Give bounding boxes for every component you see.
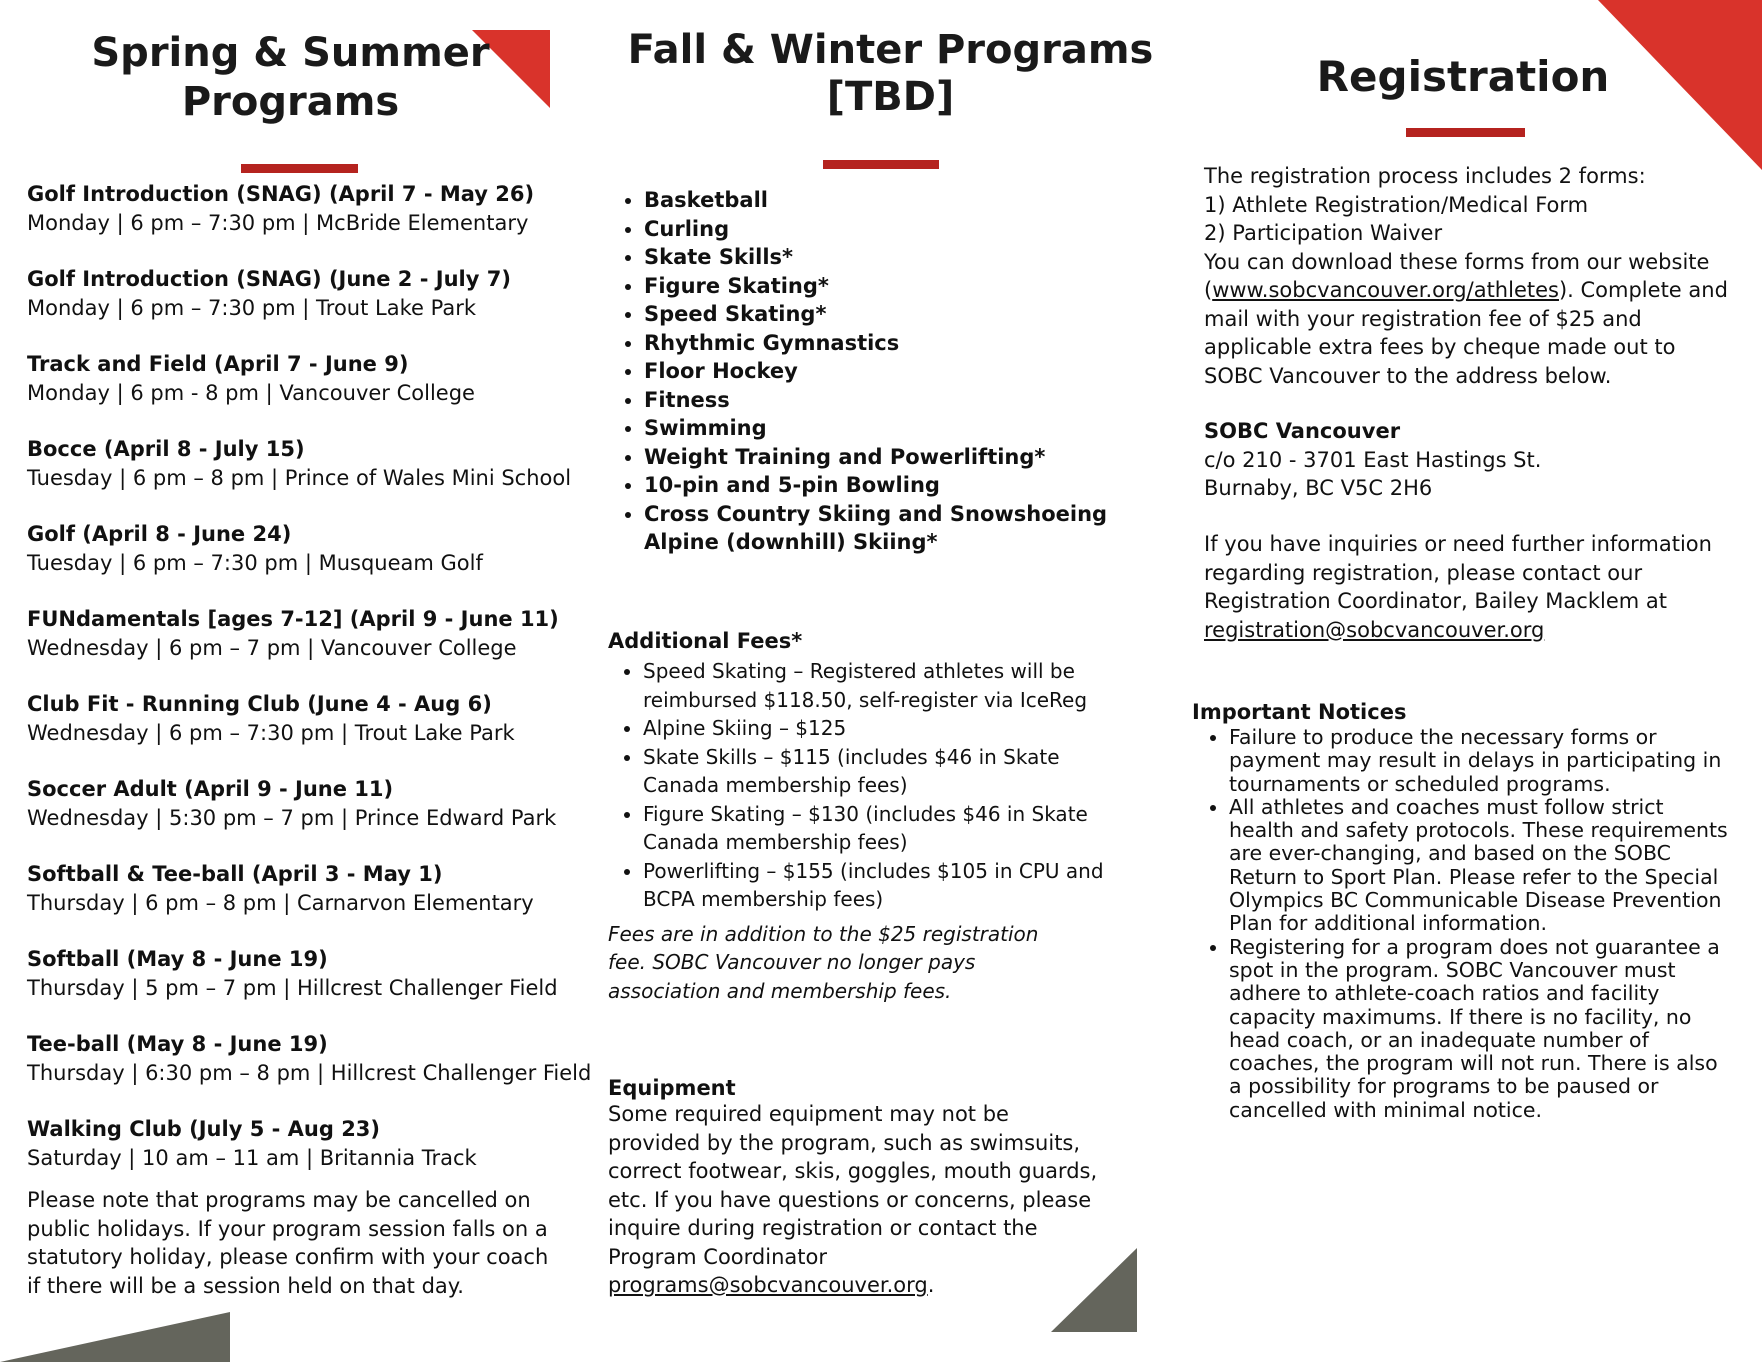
org-name: SOBC Vancouver [1204,419,1401,443]
intro-line-2: 1) Athlete Registration/Medical Form [1204,192,1589,217]
program-title: Golf Introduction (SNAG) (June 2 - July 7) [27,267,511,291]
spring-summer-title-line1: Spring & Summer [91,30,490,76]
intro-line-1: The registration process includes 2 forms: [1204,164,1646,188]
sport-item: • Rhythmic Gymnastics [644,329,1174,358]
program-title: Golf (April 8 - June 24) [27,522,292,546]
gray-corner-triangle-bottom-left [0,1312,230,1362]
program-schedule: Monday | 6 pm - 8 pm | Vancouver College [27,381,475,405]
sports-list [608,186,1174,557]
sport-item: • Speed Skating* [644,300,1174,329]
program-title: Walking Club (July 5 - Aug 23) [27,1117,381,1141]
fee-item: • Skate Skills – $115 (includes $46 in Skate Canada membership fees) [643,743,1138,800]
additional-fees-heading: Additional Fees* [608,629,803,653]
program-schedule: Thursday | 5 pm – 7 pm | Hillcrest Challenger Field [27,976,558,1000]
program-schedule: Tuesday | 6 pm – 8 pm | Prince of Wales Mini School [27,466,572,490]
sport-item: • Floor Hockey [644,357,1174,386]
program-entry [27,265,567,323]
program-schedule: Monday | 6 pm – 7:30 pm | Trout Lake Park [27,296,476,320]
fee-item: • Alpine Skiing – $125 [643,714,1138,743]
additional-fees-section [608,629,1138,1005]
fall-winter-heading [608,27,1173,121]
program-title: Bocce (April 8 - July 15) [27,437,305,461]
download-pre: You can download these forms from our website ( [1204,249,1710,302]
equipment-end: . [927,1273,935,1297]
program-title: Golf Introduction (SNAG) (April 7 - May 26) [27,182,535,206]
program-schedule: Tuesday | 6 pm – 7:30 pm | Musqueam Golf [27,551,483,575]
program-schedule: Monday | 6 pm – 7:30 pm | McBride Elementary [27,211,529,235]
registration-heading: Registration [1316,52,1610,101]
fees-note: Fees are in addition to the $25 registration fee. SOBC Vancouver no longer pays association and membership fees. [608,921,1039,1003]
download-instructions [1204,248,1729,391]
program-schedule: Wednesday | 6 pm – 7:30 pm | Trout Lake Park [27,721,515,745]
program-title: Club Fit - Running Club (June 4 - Aug 6) [27,692,492,716]
program-entry [27,775,567,833]
equipment-body: Some required equipment may not be provided by the program, such as swimsuits, correct footwear, skis, goggles, mouth guards, etc. If you have questions or concerns, please inquire during registration or contact the Program Coordinator [608,1102,1098,1269]
registration-email-link[interactable]: registration@sobcvancouver.org [1204,617,1545,642]
program-entry [27,180,567,238]
spring-summer-heading [27,29,554,127]
fall-winter-title-line1: Fall & Winter Programs [627,27,1154,73]
program-schedule: Thursday | 6:30 pm – 8 pm | Hillcrest Challenger Field [27,1061,592,1085]
program-schedule: Saturday | 10 am – 11 am | Britannia Track [27,1146,477,1170]
notice-item: • Registering for a program does not guarantee a spot in the program. SOBC Vancouver must adhere to athlete-coach ratios and facility capacity maximums. If there is no facility, no head coach, or an inadequate number of coaches, the program will not run. There is also a possibility for programs to be paused or cancelled with minimal notice. [1229,936,1732,1122]
inquiry-paragraph [1204,530,1729,644]
fee-item: • Powerlifting – $155 (includes $105 in CPU and BCPA membership fees) [643,857,1138,914]
sport-item: • Weight Training and Powerlifting* [644,443,1174,472]
program-entry [27,860,567,918]
download-post: ). Complete and mail with your registration fee of $25 and applicable extra fees by cheque made out to SOBC Vancouver to the address below. [1204,278,1728,388]
address-line-1: c/o 210 - 3701 East Hastings St. [1204,447,1542,472]
spring-summer-underline [241,164,358,173]
fall-winter-underline [823,160,939,169]
program-entry [27,945,567,1003]
important-notices-heading: Important Notices [1192,700,1407,724]
sport-item: • Swimming [644,414,1174,443]
programs-email-link[interactable]: programs@sobcvancouver.org [608,1273,928,1297]
mailing-address [1204,417,1729,503]
program-schedule: Wednesday | 6 pm – 7 pm | Vancouver College [27,636,517,660]
important-notices-section [1192,698,1732,1122]
program-title: Track and Field (April 7 - June 9) [27,352,409,376]
notices-list [1192,726,1732,1122]
equipment-section [608,1076,1098,1300]
inquiry-text: If you have inquiries or need further information regarding registration, please contact our Registration Coordinator, Bailey Macklem at [1204,532,1712,613]
sport-item: • 10-pin and 5-pin Bowling [644,471,1174,500]
program-entry [27,1030,592,1088]
fee-item: • Speed Skating – Registered athletes will be reimbursed $118.50, self-register via IceReg [643,657,1138,714]
fall-winter-title-line2: [TBD] [826,74,955,120]
equipment-heading: Equipment [608,1076,736,1100]
fee-item: • Figure Skating – $130 (includes $46 in Skate Canada membership fees) [643,800,1138,857]
program-schedule: Thursday | 6 pm – 8 pm | Carnarvon Elementary [27,891,534,915]
sport-item: • Curling [644,215,1174,244]
program-title: Softball & Tee-ball (April 3 - May 1) [27,862,443,886]
sport-item: • Fitness [644,386,1174,415]
sport-item: • Figure Skating* [644,272,1174,301]
notice-item: • All athletes and coaches must follow strict health and safety protocols. These requirements are ever-changing, and based on the SOBC Return to Sport Plan. Please refer to the Special Olympics BC Communicable Disease Prevention Plan for additional information. [1229,796,1732,936]
notice-item: • Failure to produce the necessary forms or payment may result in delays in participating in tournaments or scheduled programs. [1229,726,1732,796]
sport-item: • Skate Skills* [644,243,1174,272]
program-title: Soccer Adult (April 9 - June 11) [27,777,394,801]
registration-underline [1406,128,1525,137]
program-title: Tee-ball (May 8 - June 19) [27,1032,328,1056]
program-entry [27,1115,567,1173]
program-title: FUNdamentals [ages 7-12] (April 9 - June 11) [27,607,559,631]
program-entry [27,435,572,493]
registration-intro [1204,162,1729,390]
website-link[interactable]: www.sobcvancouver.org/athletes [1212,278,1559,302]
intro-line-3: 2) Participation Waiver [1204,221,1443,245]
address-line-2: Burnaby, BC V5C 2H6 [1204,476,1433,500]
sport-item: • Cross Country Skiing and Snowshoeing Alpine (downhill) Skiing* [644,500,1174,557]
equipment-text [608,1100,1098,1300]
program-entry [27,690,567,748]
holiday-note: Please note that programs may be cancelled on public holidays. If your program session falls on a statutory holiday, please confirm with your coach if there will be a session held on that day. [27,1188,549,1298]
fees-list [608,657,1138,914]
program-entry [27,605,567,663]
program-entry [27,520,567,578]
program-schedule: Wednesday | 5:30 pm – 7 pm | Prince Edward Park [27,806,557,830]
spring-summer-title-line2: Programs [181,79,400,125]
program-entry [27,350,567,408]
program-title: Softball (May 8 - June 19) [27,947,328,971]
sport-item: • Basketball [644,186,1174,215]
